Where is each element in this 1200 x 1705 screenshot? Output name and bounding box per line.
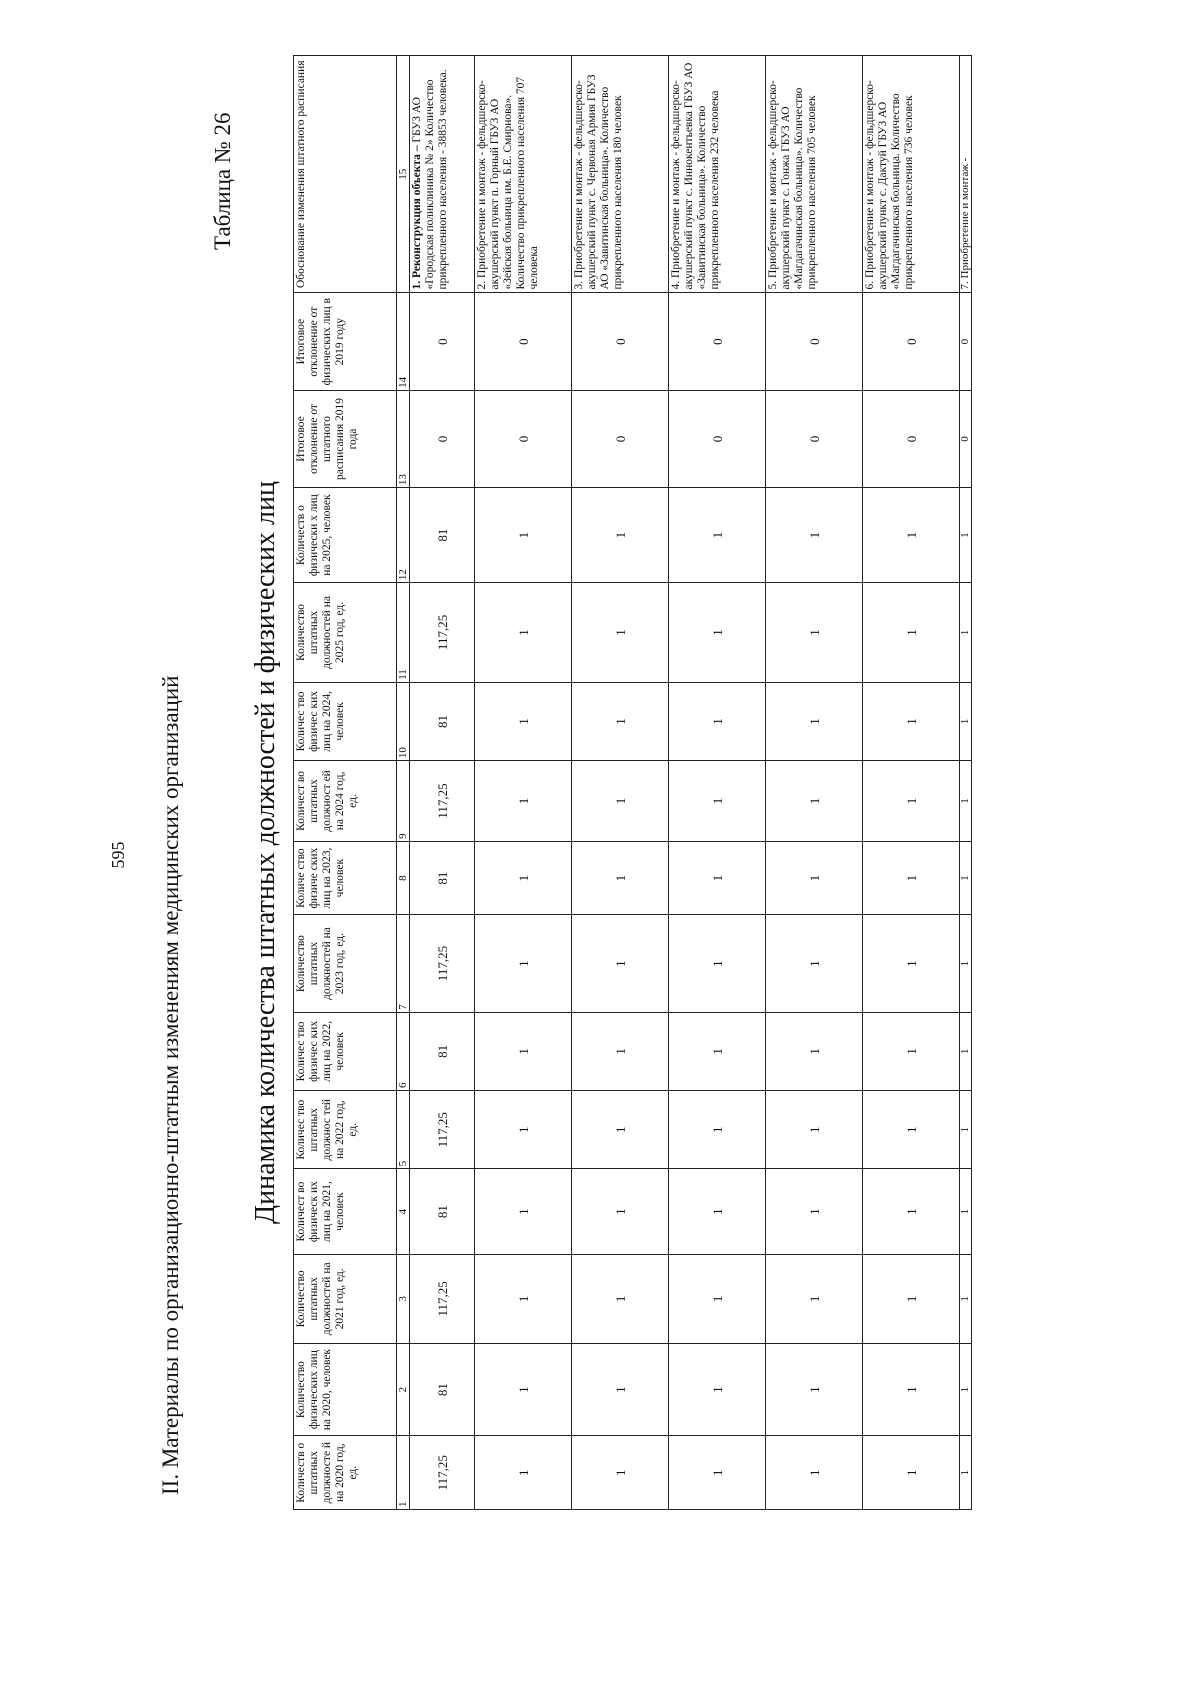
justification-cell	[960, 56, 972, 293]
table-cell: 117,25	[410, 583, 475, 683]
table-cell: 1	[960, 761, 972, 842]
column-number: 6	[397, 1012, 410, 1090]
table-cell: 1	[669, 1254, 766, 1343]
justification-cell	[410, 56, 475, 293]
table-cell: 117,25	[410, 1254, 475, 1343]
table-cell: 1	[475, 1343, 572, 1436]
table-row	[410, 56, 475, 1510]
table-cell: 1	[572, 1169, 669, 1254]
section-title: II. Материалы по организационно-штатным изменениям медицинских организаций	[158, 675, 183, 1495]
table-cell: 117,25	[410, 761, 475, 842]
table-cell: 1	[669, 1436, 766, 1510]
header-cell: Количеств о штатных должносте й на 2020 год, ед.	[294, 1436, 397, 1510]
table-cell: 1	[960, 1343, 972, 1436]
table-row	[475, 56, 572, 1510]
table-cell: 0	[863, 293, 960, 390]
table-cell: 0	[669, 390, 766, 487]
column-number-row	[397, 56, 410, 1510]
table-title: Динамика количества штатных должностей и физических лиц	[250, 481, 281, 1224]
table-cell: 1	[475, 1091, 572, 1169]
justification-text: 4. Приобретение и монтаж - фельдшерско-акушерский пункт с. Иннокентьевка ГБУЗ АО «Завитинская больница». Количество прикрепленного населения 232 человека	[670, 62, 721, 290]
table-cell: 1	[572, 841, 669, 915]
justification-cell	[572, 56, 669, 293]
table-cell: 1	[766, 682, 863, 760]
justification-text: 2. Приобретение и монтаж - фельдшерско-акушерский пункт п. Горный ГБУЗ АО «Зейская больница им. Б.Е. Смирнова». Количество прикрепленного населения 707 человека	[476, 76, 540, 290]
table-row	[863, 56, 960, 1510]
table-cell: 1	[669, 583, 766, 683]
table-cell: 1	[669, 1012, 766, 1090]
header-cell: Обоснование изменения штатного расписания	[294, 56, 397, 293]
table-cell: 1	[572, 488, 669, 583]
table-row	[766, 56, 863, 1510]
table-cell: 1	[766, 841, 863, 915]
table-cell: 81	[410, 841, 475, 915]
table-cell: 0	[766, 293, 863, 390]
column-number: 7	[397, 915, 410, 1012]
table-cell: 1	[766, 1254, 863, 1343]
table-cell: 0	[960, 293, 972, 390]
column-number: 9	[397, 761, 410, 842]
table-cell: 1	[766, 1012, 863, 1090]
column-number: 13	[397, 390, 410, 487]
table-cell: 1	[960, 1436, 972, 1510]
table-cell: 1	[863, 1012, 960, 1090]
table-cell: 1	[863, 583, 960, 683]
table-cell: 1	[766, 1169, 863, 1254]
table-cell: 1	[572, 1091, 669, 1169]
table-number: Таблица № 26	[210, 112, 235, 250]
table-cell: 1	[669, 1169, 766, 1254]
table-cell: 1	[669, 488, 766, 583]
table-cell: 1	[572, 915, 669, 1012]
header-cell: Количе ство физичe ских лиц на 2023, человек	[294, 841, 397, 915]
table-cell: 1	[572, 583, 669, 683]
table-cell: 1	[766, 1091, 863, 1169]
table-cell: 0	[669, 293, 766, 390]
justification-cell	[475, 56, 572, 293]
column-number: 4	[397, 1169, 410, 1254]
header-cell: Итоговое отклонение от штатного расписания 2019 года	[294, 390, 397, 487]
table-cell: 0	[863, 390, 960, 487]
table-cell: 1	[863, 682, 960, 760]
table-cell: 1	[475, 1169, 572, 1254]
table-cell: 1	[669, 1343, 766, 1436]
column-number: 8	[397, 841, 410, 915]
table-cell: 1	[475, 1436, 572, 1510]
table-cell: 1	[863, 1091, 960, 1169]
table-cell: 1	[475, 1012, 572, 1090]
table-cell: 1	[475, 682, 572, 760]
column-number: 12	[397, 488, 410, 583]
table-cell: 1	[863, 841, 960, 915]
table-cell: 117,25	[410, 915, 475, 1012]
table-cell: 1	[669, 1091, 766, 1169]
table-cell: 0	[475, 390, 572, 487]
header-cell: Количество физических лиц на 2020, человек	[294, 1343, 397, 1436]
justification-bold: 1. Реконструкция объекта –	[411, 142, 423, 290]
table-cell: 1	[960, 1169, 972, 1254]
header-row	[294, 56, 397, 1510]
column-number: 14	[397, 293, 410, 390]
table-cell: 0	[766, 390, 863, 487]
table-cell: 81	[410, 1343, 475, 1436]
column-number: 15	[397, 56, 410, 293]
table-cell: 1	[766, 583, 863, 683]
table-cell: 1	[475, 761, 572, 842]
table-cell: 1	[572, 1343, 669, 1436]
column-number: 5	[397, 1091, 410, 1169]
column-number: 3	[397, 1254, 410, 1343]
header-cell: Количество штатных должностей на 2021 год, ед.	[294, 1254, 397, 1343]
table-cell: 0	[410, 293, 475, 390]
table-cell: 1	[960, 583, 972, 683]
table-cell: 1	[960, 915, 972, 1012]
table-cell: 1	[960, 488, 972, 583]
table-cell: 1	[863, 1436, 960, 1510]
column-number: 11	[397, 583, 410, 683]
table-cell: 1	[669, 841, 766, 915]
table-cell: 0	[410, 390, 475, 487]
justification-text: 3. Приобретение и монтаж - фельдшерско-акушерский пункт с. Червоная Армия ГБУЗ АО «Завитинская больница». Количество прикрепленного населения 180 человек	[573, 74, 624, 290]
table-cell: 1	[863, 915, 960, 1012]
justification-text: 7. Приобретение и монтаж -	[959, 157, 971, 290]
header-cell: Количес тво штатных должнос тей на 2022 год, ед.	[294, 1091, 397, 1169]
table-cell: 81	[410, 1169, 475, 1254]
header-cell: Итоговое отклонение от физических лиц в 2019 году	[294, 293, 397, 390]
table-cell: 1	[766, 1436, 863, 1510]
table-row	[572, 56, 669, 1510]
table-cell: 1	[475, 915, 572, 1012]
header-cell: Количес тво физичес ких лиц на 2024, человек	[294, 682, 397, 760]
header-cell: Количество штатных должностей на 2025 год, ед.	[294, 583, 397, 683]
table-cell: 1	[960, 1091, 972, 1169]
table-cell: 1	[669, 682, 766, 760]
table-row	[960, 56, 972, 1510]
header-cell: Количеств о физически х лиц на 2025, человек	[294, 488, 397, 583]
table-cell: 1	[475, 841, 572, 915]
table-cell: 1	[766, 761, 863, 842]
table-cell: 1	[475, 488, 572, 583]
table-cell: 1	[766, 488, 863, 583]
justification-text: ГБУЗ АО «Городская поликлиника № 2» Количество прикрепленного населения - 38853 человека.	[411, 69, 449, 290]
table-row	[669, 56, 766, 1510]
header-cell: Количество штатных должностей на 2023 год, ед.	[294, 915, 397, 1012]
table-cell: 1	[572, 682, 669, 760]
table-cell: 1	[475, 583, 572, 683]
column-number: 10	[397, 682, 410, 760]
table-cell: 1	[960, 1012, 972, 1090]
page-number: 595	[108, 841, 128, 869]
table-cell: 1	[572, 1012, 669, 1090]
table-cell: 117,25	[410, 1436, 475, 1510]
column-number: 2	[397, 1343, 410, 1436]
table-cell: 1	[960, 1254, 972, 1343]
table-cell: 81	[410, 1012, 475, 1090]
header-cell: Количес тво физичес ких лиц на 2022, человек	[294, 1012, 397, 1090]
table-cell: 1	[475, 1254, 572, 1343]
table-cell: 1	[669, 761, 766, 842]
staffing-table	[293, 55, 972, 1510]
table-cell: 1	[863, 1343, 960, 1436]
table-cell: 81	[410, 488, 475, 583]
table-cell: 1	[863, 1254, 960, 1343]
table-cell: 0	[572, 390, 669, 487]
table-cell: 1	[863, 1169, 960, 1254]
table-cell: 1	[766, 915, 863, 1012]
table-cell: 81	[410, 682, 475, 760]
justification-cell	[863, 56, 960, 293]
table-cell: 1	[960, 841, 972, 915]
table-cell: 1	[863, 761, 960, 842]
table-cell: 1	[669, 915, 766, 1012]
table-cell: 1	[572, 1254, 669, 1343]
justification-cell	[766, 56, 863, 293]
justification-text: 5. Приобретение и монтаж - фельдшерско-акушерский пункт с. Гонжа ГБУЗ АО «Магдагачинская больница». Количество прикрепленного населения 705 человек	[767, 80, 818, 290]
table-cell: 1	[766, 1343, 863, 1436]
table-cell: 0	[960, 390, 972, 487]
justification-cell	[669, 56, 766, 293]
table-cell: 1	[572, 1436, 669, 1510]
header-cell: Количест во штатных должност ей на 2024 год, ед.	[294, 761, 397, 842]
header-cell: Количест во физическ их лиц на 2021, человек	[294, 1169, 397, 1254]
justification-text: 6. Приобретение и монтаж - фельдшерско-акушерский пункт с. Дактуй ГБУЗ АО «Магдагачинская больница. Количество прикрепленного населения 736 человек	[864, 80, 915, 290]
table-cell: 0	[572, 293, 669, 390]
column-number: 1	[397, 1436, 410, 1510]
table-cell: 117,25	[410, 1091, 475, 1169]
table-cell: 0	[475, 293, 572, 390]
table-cell: 1	[960, 682, 972, 760]
table-cell: 1	[572, 761, 669, 842]
table-cell: 1	[863, 488, 960, 583]
